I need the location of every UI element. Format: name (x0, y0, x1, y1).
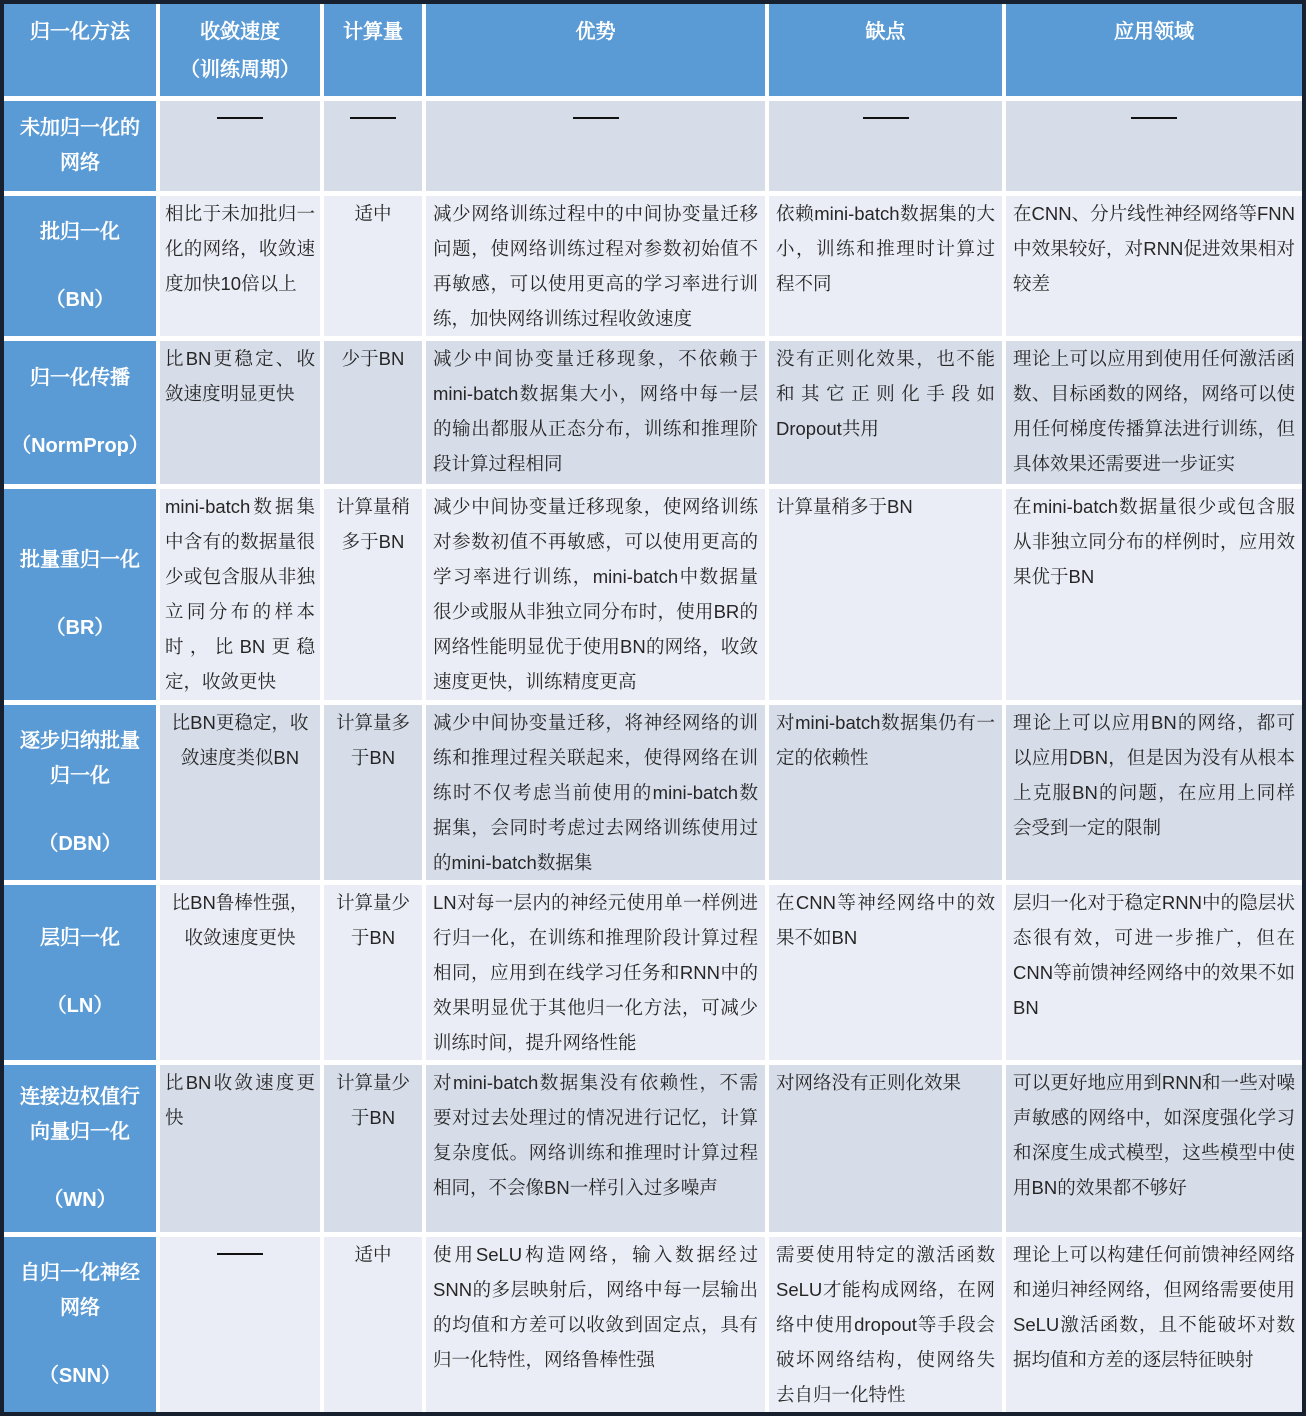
column-header-label: 应用领域 (1114, 21, 1194, 43)
em-dash (217, 1253, 263, 1255)
pros-cell: 减少中间协变量迁移现象，使网络训练对参数初值不再敏感，可以使用更高的学习率进行训练，mini-batch中数据量很少或服从非独立同分布时，使用BR的网络性能明显优于使用BN的网络，收敛速度更快，训练精度更高 (426, 489, 765, 700)
method-name: 批量重归一化 (20, 549, 140, 571)
speed-cell: 比BN鲁棒性强，收敛速度更快 (160, 885, 320, 1060)
column-header-label: 计算量 (343, 21, 403, 43)
pros-cell: LN对每一层内的神经元使用单一样例进行归一化，在训练和推理阶段计算过程相同，应用到在线学习任务和RNN中的效果明显优于其他归一化方法，可减少训练时间，提升网络性能 (426, 885, 765, 1060)
compute-cell: 计算量稍多于BN (324, 489, 422, 700)
method-name: 批归一化 (40, 220, 120, 243)
fields-cell (1006, 101, 1302, 191)
method-cell (4, 101, 156, 191)
em-dash (1131, 117, 1177, 119)
column-header-label: 优势 (575, 21, 616, 43)
method-abbr: （BR） (45, 617, 115, 639)
fields-cell: 可以更好地应用到RNN和一些对噪声敏感的网络中，如深度强化学习和深度生成式模型，这些模型中使用BN的效果都不够好 (1006, 1065, 1302, 1232)
method-cell (4, 885, 156, 1060)
method-name: 连接边权值行向量归一化 (20, 1085, 140, 1143)
method-cell (4, 705, 156, 880)
fields-cell: 在CNN、分片线性神经网络等FNN中效果较好，对RNN促进效果相对较差 (1006, 196, 1302, 336)
column-header (426, 4, 765, 96)
method-cell (4, 489, 156, 700)
pros-cell: 减少网络训练过程中的中间协变量迁移问题，使网络训练过程对参数初始值不再敏感，可以使用更高的学习率进行训练，加快网络训练过程收敛速度 (426, 196, 765, 336)
method-name: 自归一化神经网络 (20, 1261, 140, 1319)
method-cell (4, 341, 156, 484)
compute-cell: 适中 (324, 1237, 422, 1412)
cons-cell: 在CNN等神经网络中的效果不如BN (769, 885, 1002, 1060)
method-cell (4, 1237, 156, 1412)
speed-cell: 比BN更稳定、收敛速度明显更快 (160, 341, 320, 484)
fields-cell: 层归一化对于稳定RNN中的隐层状态很有效，可进一步推广，但在CNN等前馈神经网络中的效果不如BN (1006, 885, 1302, 1060)
cons-cell: 没有正则化效果，也不能和其它正则化手段如Dropout共用 (769, 341, 1002, 484)
speed-cell: mini-batch数据集中含有的数据量很少或包含服从非独立同分布的样本时，比BN更稳定，收敛更快 (160, 489, 320, 700)
fields-cell: 理论上可以构建任何前馈神经网络和递归神经网络，但网络需要使用SeLU激活函数，且不能破坏对数据均值和方差的逐层特征映射 (1006, 1237, 1302, 1412)
cons-cell: 依赖mini-batch数据集的大小，训练和推理时计算过程不同 (769, 196, 1002, 336)
method-abbr: （WN） (43, 1188, 117, 1211)
column-header (160, 4, 320, 96)
compute-cell: 少于BN (324, 341, 422, 484)
compute-cell: 计算量多于BN (324, 705, 422, 880)
method-name: 层归一化 (40, 927, 120, 949)
speed-cell: 相比于未加批归一化的网络，收敛速度加快10倍以上 (160, 196, 320, 336)
pros-cell: 减少中间协变量迁移现象，不依赖于mini-batch数据集大小，网络中每一层的输出都服从正态分布，训练和推理阶段计算过程相同 (426, 341, 765, 484)
pros-cell: 使用SeLU构造网络，输入数据经过SNN的多层映射后，网络中每一层输出的均值和方差可以收敛到固定点，具有归一化特性，网络鲁棒性强 (426, 1237, 765, 1412)
method-abbr: （LN） (46, 995, 114, 1017)
method-abbr: （BN） (45, 288, 115, 311)
column-header-label: 收敛速度 (200, 21, 280, 43)
em-dash (573, 117, 619, 119)
cons-cell: 对mini-batch数据集仍有一定的依赖性 (769, 705, 1002, 880)
column-header (769, 4, 1002, 96)
pros-cell (426, 101, 765, 191)
speed-cell (160, 1237, 320, 1412)
column-header (1006, 4, 1302, 96)
cons-cell (769, 101, 1002, 191)
method-abbr: （SNN） (38, 1364, 122, 1387)
method-abbr: （NormProp） (11, 435, 149, 457)
method-name: 逐步归纳批量归一化 (20, 729, 140, 787)
column-header (324, 4, 422, 96)
method-abbr: （DBN） (38, 832, 122, 855)
compute-cell: 计算量少于BN (324, 1065, 422, 1232)
cons-cell: 计算量稍多于BN (769, 489, 1002, 700)
column-header-label: 缺点 (865, 21, 906, 43)
cons-cell: 需要使用特定的激活函数SeLU才能构成网络，在网络中使用dropout等手段会破坏网络结构，使网络失去自归一化特性 (769, 1237, 1002, 1412)
pros-cell: 减少中间协变量迁移，将神经网络的训练和推理过程关联起来，使得网络在训练时不仅考虑当前使用的mini-batch数据集，会同时考虑过去网络训练使用过的mini-batch数据集 (426, 705, 765, 880)
column-header (4, 4, 156, 96)
speed-cell: 比BN更稳定，收敛速度类似BN (160, 705, 320, 880)
em-dash (350, 117, 396, 119)
pros-cell: 对mini-batch数据集没有依赖性，不需要对过去处理过的情况进行记忆，计算复杂度低。网络训练和推理时计算过程相同，不会像BN一样引入过多噪声 (426, 1065, 765, 1232)
column-header-label: 归一化方法 (30, 21, 130, 43)
em-dash (217, 117, 263, 119)
fields-cell: 理论上可以应用BN的网络，都可以应用DBN，但是因为没有从根本上克服BN的问题，在应用上同样会受到一定的限制 (1006, 705, 1302, 880)
fields-cell: 理论上可以应用到使用任何激活函数、目标函数的网络，网络可以使用任何梯度传播算法进行训练，但具体效果还需要进一步证实 (1006, 341, 1302, 484)
cons-cell: 对网络没有正则化效果 (769, 1065, 1002, 1232)
speed-cell (160, 101, 320, 191)
em-dash (863, 117, 909, 119)
column-header-sublabel: （训练周期） (180, 59, 300, 81)
method-name: 归一化传播 (30, 367, 130, 389)
compute-cell: 适中 (324, 196, 422, 336)
method-cell (4, 1065, 156, 1232)
fields-cell: 在mini-batch数据量很少或包含服从非独立同分布的样例时，应用效果优于BN (1006, 489, 1302, 700)
speed-cell: 比BN收敛速度更快 (160, 1065, 320, 1232)
method-cell (4, 196, 156, 336)
compute-cell: 计算量少于BN (324, 885, 422, 1060)
method-name: 未加归一化的网络 (20, 117, 140, 174)
compute-cell (324, 101, 422, 191)
